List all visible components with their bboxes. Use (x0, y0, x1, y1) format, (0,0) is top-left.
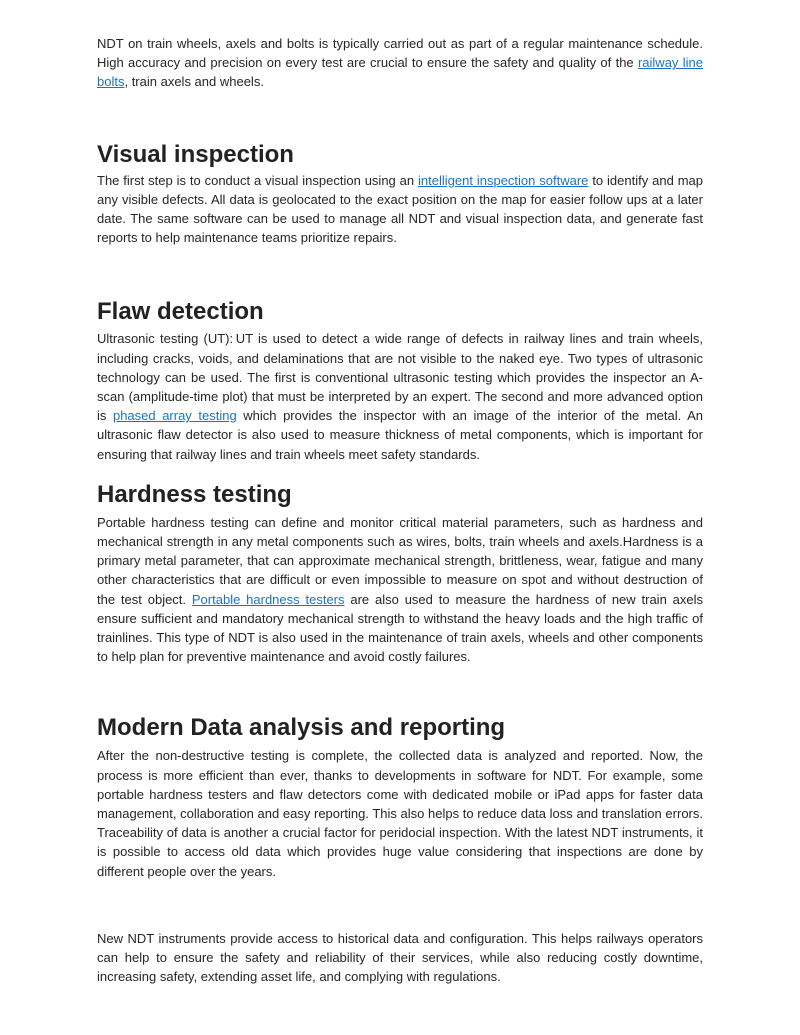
visual-inspection-paragraph (97, 171, 703, 248)
flaw-text: Ultrasonic testing (UT): UT is used to detect a wide range of defects in railway lines and train wheels, including cracks, voids, and delaminations that are not visible to the naked eye. Two types of ultrasonic technology can be used. The first is conventional ultrasonic testing which provides the inspector an A-scan (amplitude-time plot) that must be interpreted by an expert. The second and more advanced option is (97, 331, 703, 424)
flaw-text-end: which provides the inspector with an image of the interior of the metal. An ultrasonic flaw detector is also used to measure thickness of metal components, which is important for ensuring that railway lines and train wheels meet safety standards. (97, 408, 704, 462)
intro-text: NDT on train wheels, axels and bolts is typically carried out as part of a regular maintenance schedule. High accuracy and precision on every test are crucial to ensure the safety and quality of the (97, 36, 703, 71)
intelligent-inspection-software-link[interactable]: intelligent inspection software (418, 172, 589, 188)
hardness-testing-heading: Hardness testing (97, 480, 292, 508)
visual-text-end: to identify and map any visible defects. All data is geolocated to the exact position on the map for easier follow ups at a later date. The same software can be used to manage all NDT and visual inspection data, and generate fast reports to help maintenance teams prioritize repairs. (97, 172, 703, 246)
flaw-detection-heading: Flaw detection (97, 298, 264, 326)
hardness-testing-paragraph (97, 513, 703, 667)
hardness-text: Portable hardness testing can define and monitor critical material parameters, such as hardness and mechanical strength in any metal components such as wires, bolts, train wheels and axels.Hardness is a primary metal parameter, that can approximate mechanical strength, brittleness, wear, fatigue and many other characteristics that are difficult or even impossible to measure on spot and without destruction of the test object. (97, 514, 703, 607)
hardness-text-end: are also used to measure the hardness of new train axels ensure sufficient and mandatory mechanical strength to withstand the heavy loads and the high traffic of trainlines. This type of NDT is also used in the maintenance of train axels, wheels and other components to help plan for preventive maintenance and avoid costly failures. (97, 591, 704, 665)
intro-paragraph (97, 34, 703, 92)
flaw-detection-paragraph (97, 329, 703, 463)
closing-paragraph: New NDT instruments provide access to historical data and configuration. This helps railways operators can help to ensure the safety and reliability of their services, while also reducing costly downtime, increasing safety, extending asset life, and complying with regulations. (97, 930, 703, 985)
visual-inspection-heading: Visual inspection (97, 140, 294, 168)
portable-hardness-testers-link[interactable]: Portable hardness testers (191, 591, 345, 607)
modern-data-paragraph: After the non-destructive testing is complete, the collected data is analyzed and reported. Now, the process is more efficient than ever, thanks to developments in software for NDT. For example, some portable hardness testers and flaw detectors come with dedicated mobile or iPad apps for faster data management, collaboration and easy reporting. This also helps to reduce data loss and translation errors. Traceability of data is another a crucial factor for peridocial inspection. With the latest NDT instruments, it is possible to access old data which provides huge value considering that inspections are done by different people over the years. (97, 748, 703, 879)
visual-text: The first step is to conduct a visual inspection using an (97, 172, 419, 188)
intro-text-end: , train axels and wheels. (124, 74, 264, 90)
railway-line-bolts-link[interactable]: railway line bolts (97, 55, 703, 90)
modern-data-heading: Modern Data analysis and reporting (97, 714, 506, 742)
article-body (97, 0, 703, 987)
phased-array-testing-link[interactable]: phased array testing (112, 408, 237, 424)
